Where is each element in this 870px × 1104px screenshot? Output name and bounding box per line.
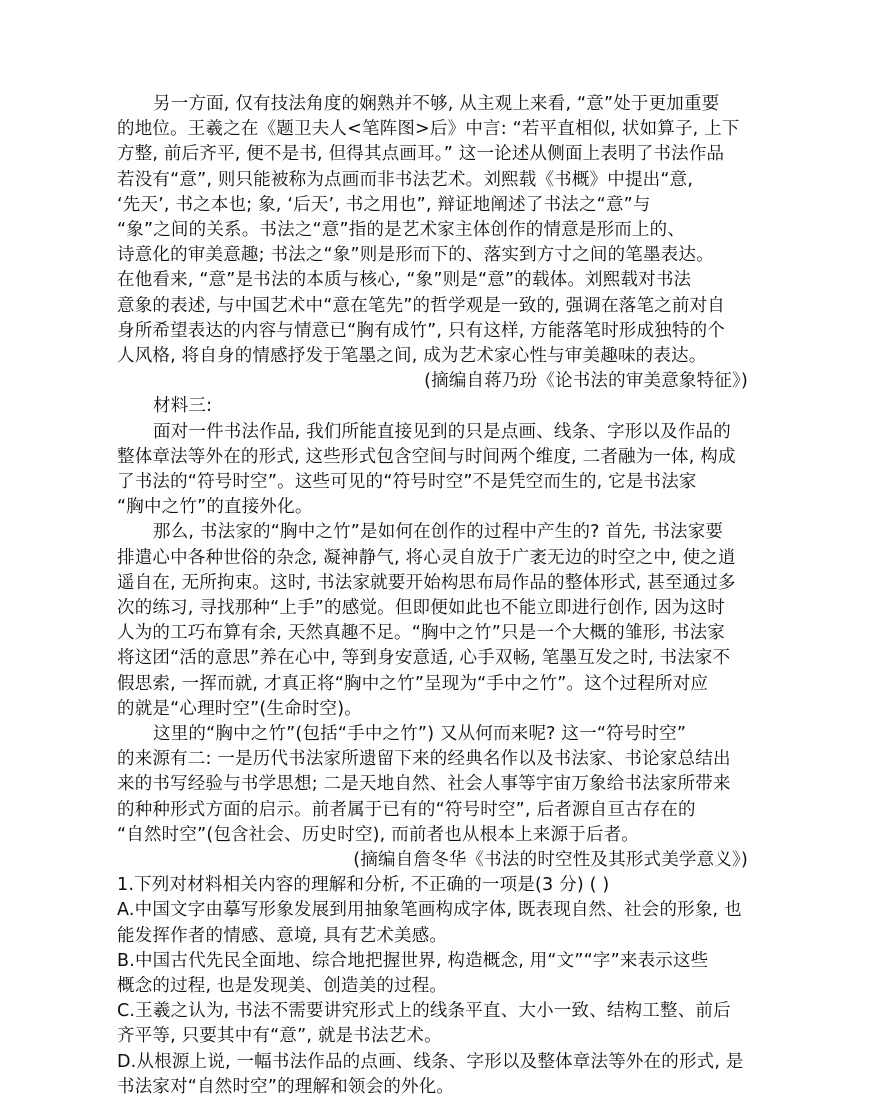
text-line: 那么, 书法家的“胸中之竹”是如何在创作的过程中产生的? 首先, 书法家要 (153, 522, 724, 543)
text-line: “自然时空”(包含社会、历史时空), 而前者也从根本上来源于后者。 (117, 824, 640, 845)
text-line: 的种种形式方面的启示。前者属于已有的“符号时空”, 后者源自亘古存在的 (117, 799, 696, 820)
text-line: 来的书写经验与书学思想; 二是天地自然、社会人事等宇宙万象给书法家所带来 (117, 774, 731, 795)
question-stem: 1.下列对材料相关内容的理解和分析, 不正确的一项是(3 分) ( ) (117, 875, 610, 896)
text-line: 若没有“意”, 则只能被称为点画而非书法艺术。刘熙载《书概》中提出“意, (117, 169, 694, 190)
text-line: 排遣心中各种世俗的杂念, 凝神静气, 将心灵自放于广袤无边的时空之中, 使之逍 (117, 547, 736, 568)
option-a-line: A.中国文字由摹写形象发展到用抽象笔画构成字体, 既表现自然、社会的形象, 也 (117, 900, 742, 921)
text-line: “象”之间的关系。书法之“意”指的是艺术家主体创作的情意是形而上的、 (117, 220, 686, 240)
text-line: 这里的“胸中之竹”(包括“手中之竹”) 又从何而来呢? 这一“符号时空” (153, 724, 687, 744)
text-line: 假思索, 一挥而就, 才真正将“胸中之竹”呈现为“手中之竹”。这个过程所对应 (117, 673, 709, 694)
text-line: 人为的工巧布算有余, 天然真趣不足。“胸中之竹”只是一个大概的雏形, 书法家 (117, 623, 725, 644)
text-line: 在他看来, “意”是书法的本质与核心, “象”则是“意”的载体。刘熙载对书法 (117, 270, 692, 291)
text-line: 诗意化的审美意趣; 书法之“象”则是形而下的、落实到方寸之间的笔墨表达。 (117, 245, 714, 266)
text-line: “胸中之竹”的直接外化。 (117, 497, 313, 518)
option-c-line: C.王羲之认为, 书法不需要讲究形式上的线条平直、大小一致、结构工整、前后 (117, 1001, 731, 1022)
text-line: 的就是“心理时空”(生命时空)。 (117, 698, 362, 719)
text-line: 次的练习, 寻找那种“上手”的感觉。但即便如此也不能立即进行创作, 因为这时 (117, 598, 725, 618)
text-line: 整体章法等外在的形式, 这些形式包含空间与时间两个维度, 二者融为一体, 构成 (117, 446, 736, 467)
text-line: 的来源有二: 一是历代书法家所遗留下来的经典名作以及书法家、书论家总结出 (117, 749, 731, 770)
text-line: 的地位。王羲之在《题卫夫人<笔阵图>后》中言: “若平直相似, 状如算子, 上下 (117, 119, 740, 140)
text-line: 身所希望表达的内容与情意已“胸有成竹”, 只有这样, 方能落笔时形成独特的个 (117, 320, 725, 341)
text-line: 另一方面, 仅有技法角度的娴熟并不够, 从主观上来看, “意”处于更加重要 (153, 94, 720, 114)
option-d-line: 书法家对“自然时空”的理解和领会的外化。 (117, 1076, 455, 1097)
text-line: 了书法的“符号时空”。这些可见的“符号时空”不是凭空而生的, 它是书法家 (117, 472, 697, 492)
text-line: 面对一件书法作品, 我们所能直接见到的只是点画、线条、字形以及作品的 (153, 421, 731, 442)
option-d-line: D.从根源上说, 一幅书法作品的点画、线条、字形以及整体章法等外在的形式, 是 (117, 1051, 744, 1072)
section-heading: 材料三: (153, 396, 213, 417)
text-line: 将这团“活的意思”养在心中, 等到身安意适, 心手双畅, 笔墨互发之时, 书法家不 (117, 648, 731, 669)
option-b-line: B.中国古代先民全面地、综合地把握世界, 构造概念, 用“文”“字”来表示这些 (117, 950, 709, 971)
option-c-line: 齐平等, 只要其中有“意”, 就是书法艺术。 (117, 1026, 442, 1047)
text-line: ‘先天’, 书之本也; 象, ‘后天’, 书之用也”, 辩证地阐述了书法之“意”与 (117, 194, 651, 215)
text-line: 遥自在, 无所拘束。这时, 书法家就要开始构思布局作品的整体形式, 甚至通过多 (117, 572, 736, 593)
text-line: 意象的表述, 与中国艺术中“意在笔先”的哲学观是一致的, 强调在落笔之前对自 (117, 295, 725, 316)
text-line: 方整, 前后齐平, 便不是书, 但得其点画耳。” 这一论述从侧面上表明了书法作品 (117, 144, 725, 165)
text-line: 人风格, 将自身的情感抒发于笔墨之间, 成为艺术家心性与审美趣味的表达。 (117, 346, 707, 366)
source-citation: (摘编自蒋乃玢《论书法的审美意象特征》) (424, 371, 748, 392)
source-citation: (摘编自詹冬华《书法的时空性及其形式美学意义》) (353, 850, 748, 870)
option-a-line: 能发挥作者的情感、意境, 具有艺术美感。 (117, 925, 448, 946)
option-b-line: 概念的过程, 也是发现美、创造美的过程。 (117, 976, 448, 996)
